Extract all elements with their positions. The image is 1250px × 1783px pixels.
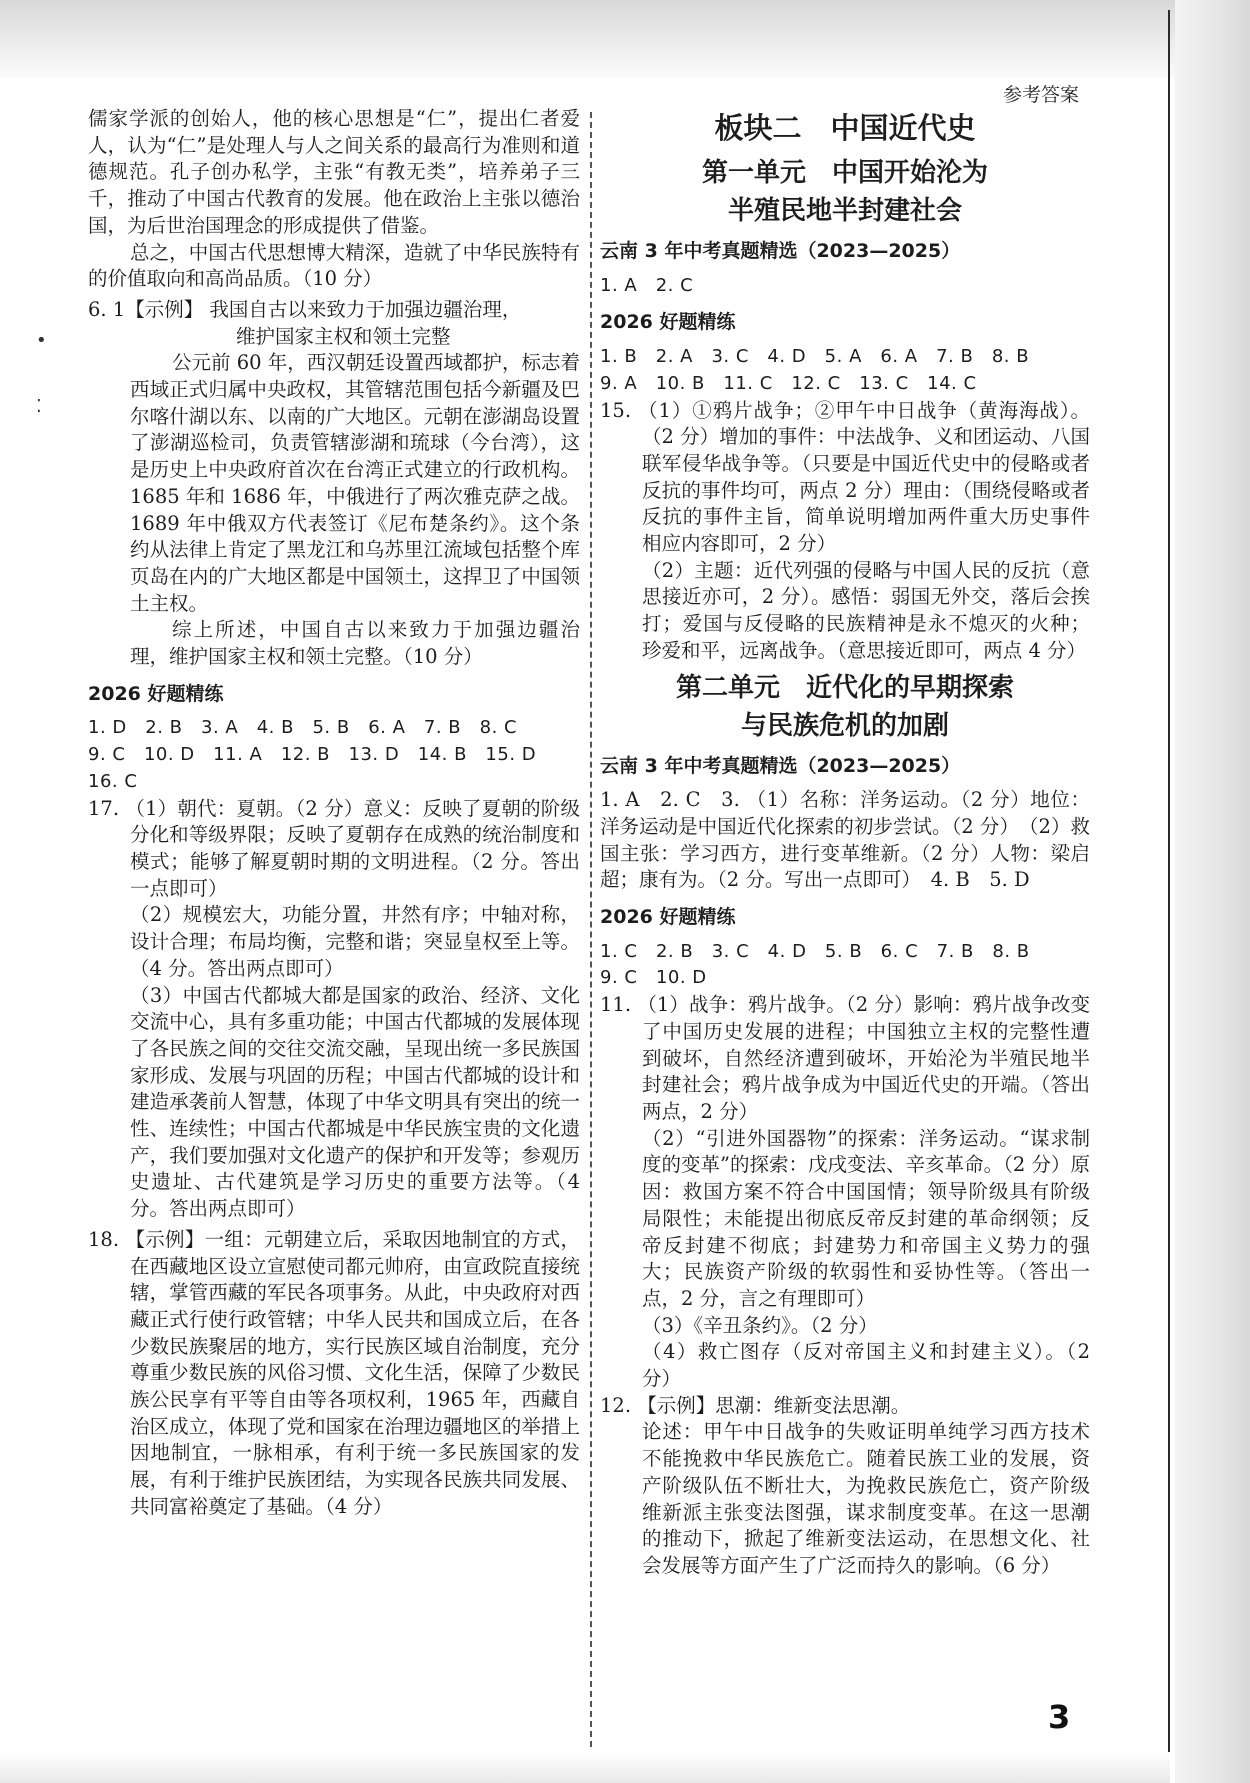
question-answer: 论述：甲午中日战争的失败证明单纯学习西方技术不能挽救中华民族危亡。随着民族工业的发展，资产阶级队伍不断壮大，为挽救民族危亡，资产阶级维新派主张变法图强，谋求制度变革。在这一思潮的推动下，掀起了维新变法运动，在思想文化、社会发展等方面产生了广泛而持久的影响。（6 分） bbox=[642, 1420, 1090, 1577]
question-answer: 1. A 2. C 3. （1）名称：洋务运动。（2 分）地位：洋务运动是中国近代化探索的初步尝试。（2 分） （2）救国主张：学习西方，进行变革维新。（2 分）人物：梁启超；康有为。（2 分。写出一点即可） 4. B 5. D bbox=[600, 788, 1090, 892]
answer-row: 16. C bbox=[88, 770, 138, 792]
question-answer: （4）救亡图存（反对帝国主义和封建主义）。（2 分） bbox=[642, 1340, 1090, 1391]
section-title: 云南 3 年中考真题精选（2023—2025） bbox=[600, 240, 961, 262]
question-answer: （3）中国古代都城大都是国家的政治、经济、文化交流中心，具有多重功能；中国古代都城的发展体现了各民族之间的交往交流交融，呈现出统一多民族国家形成、发展与巩固的历程；中国古代都城的设计和建造承袭前人智慧，体现了中华文明具有突出的统一性、连续性；中国古代都城是中华民族宝贵的文化遗产，我们要加强对文化遗产的保护和开发等；参观历史遗址、古代建筑是学习历史的重要方法等。（4 分。答出两点即可） bbox=[130, 983, 580, 1221]
answer-row: 1. C 2. B 3. C 4. D 5. B 6. C 7. B 8. B bbox=[600, 940, 1030, 962]
question-answer: 17. （1）朝代：夏朝。（2 分）意义：反映了夏朝的阶级分化和等级界限；反映了夏朝存在成熟的统治制度和模式；能够了解夏朝时期的文明进程。（2 分。答出一点即可） bbox=[88, 796, 580, 900]
question-answer: （2）“引进外国器物”的探索：洋务运动。“谋求制度的变革”的探索：戊戌变法、辛亥革命。（2 分）原因：救国方案不符合中国国情；领导阶级具有阶级局限性；未能提出彻底反帝反封建的革命纲领；反帝反封建不彻底；封建势力和帝国主义势力的强大；民族资产阶级的软弱性和妥协性等。（答出一点，2 分，言之有理即可） bbox=[642, 1126, 1090, 1310]
section-title: 2026 好题精练 bbox=[600, 906, 736, 929]
paragraph: 总之，中国古代思想博大精深，造就了中华民族特有的价值取向和高尚品质。（10 分） bbox=[88, 240, 580, 291]
answer-row: 1. A 2. C bbox=[600, 274, 694, 296]
paragraph: 公元前 60 年，西汉朝廷设置西域都护，标志着西域正式归属中央政权，其管辖范围包括今新疆及巴尔喀什湖以东、以南的广大地区。元朝在澎湖岛设置了澎湖巡检司，负责管辖澎湖和琉球（今台湾），这是历史上中央政府首次在台湾正式建立的行政机构。1685 年和 1686 年，中俄进行了两次雅克萨之战。1689 年中俄双方代表签订《尼布楚条约》。这个条约从法律上肯定了黑龙江和乌苏里江流域包括整个库页岛在内的广大地区都是中国领土，这捍卫了中国领土主权。 bbox=[130, 351, 580, 615]
page-top-scan-shading bbox=[0, 0, 1250, 78]
question-answer: （2）主题：近代列强的侵略与中国人民的反抗（意思接近亦可，2 分）。感悟：弱国无外交，落后会挨打；爱国与反侵略的民族精神是永不熄灭的火种；珍爱和平，远离战争。（意思接近即可，两点 4 分） bbox=[642, 558, 1090, 662]
question-answer: 18. 【示例】一组：元朝建立后，采取因地制宜的方式，在西藏地区设立宣慰使司都元帅府，由宣政院直接统辖，掌管西藏的军民各项事务。从此，中央政府对西藏正式行使行政管辖；中华人民共和国成立后，在各少数民族聚居的地方，实行民族区域自治制度，充分尊重少数民族的风俗习惯、文化生活，保障了少数民族公民享有平等自由等各项权利，1965 年，西藏自治区成立，体现了党和国家在治理边疆地区的举措上因地制宜，一脉相承，有利于统一多民族国家的发展，有利于维护民族团结，为实现各民族共同发展、共同富裕奠定了基础。（4 分） bbox=[88, 1227, 580, 1518]
question-answer: 11. （1）战争：鸦片战争。（2 分）影响：鸦片战争改变了中国历史发展的进程；中国独立主权的完整性遭到破坏，自然经济遭到破坏，开始沦为半殖民地半封建社会；鸦片战争成为中国近代史的开端。（答出两点，2 分） bbox=[600, 993, 1090, 1123]
page-bottom-scan-shading bbox=[0, 1752, 1170, 1783]
margin-dot-mark: ⁚ bbox=[36, 396, 42, 417]
running-header: 参考答案 bbox=[1003, 84, 1080, 106]
answer-row: 1. B 2. A 3. C 4. D 5. A 6. A 7. B 8. B bbox=[600, 346, 1030, 368]
answer-row: 1. D 2. B 3. A 4. B 5. B 6. A 7. B 8. C bbox=[88, 717, 518, 739]
answer-row: 9. C 10. D 11. A 12. B 13. D 14. B 15. D bbox=[88, 744, 537, 766]
question-answer: （2）规模宏大，功能分置，井然有序；中轴对称，设计合理；布局均衡，完整和谐；突显皇权至上等。（4 分。答出两点即可） bbox=[130, 903, 580, 980]
answer-row: 9. C 10. D bbox=[600, 967, 707, 989]
paragraph: 综上所述，中国自古以来致力于加强边疆治理，维护国家主权和领土完整。（10 分） bbox=[130, 618, 580, 669]
page-right-scan-shading bbox=[1175, 0, 1250, 1783]
right-column bbox=[600, 106, 1090, 1580]
answer-row: 9. A 10. B 11. C 12. C 13. C 14. C bbox=[600, 372, 977, 394]
page-edge-line bbox=[1168, 10, 1170, 1780]
question-answer: （3）《辛丑条约》。（2 分） bbox=[642, 1313, 878, 1337]
unit-title: 第二单元 近代化的早期探索 bbox=[675, 672, 1014, 703]
question-answer: 15. （1）①鸦片战争；②甲午中日战争（黄海海战）。（2 分）增加的事件：中法战争、义和团运动、八国联军侵华战争等。（只要是中国近代史中的侵略或者反抗的事件均可，两点 2 分）理由：（围绕侵略或者反抗的事件主旨，简单说明增加两件重大历史事件相应内容即可，2 分） bbox=[600, 398, 1090, 556]
section-title: 2026 好题精练 bbox=[88, 682, 224, 705]
paragraph: 儒家学派的创始人，他的核心思想是“仁”，提出仁者爱人，认为“仁”是处理人与人之间关系的最高行为准则和道德规范。孔子创办私学，主张“有教无类”，培养弟子三千，推动了中国古代教育的发展。他在政治上主张以德治国，为后世治国理念的形成提供了借鉴。 bbox=[88, 107, 580, 237]
question-title: 维护国家主权和领土完整 bbox=[236, 324, 451, 348]
unit-title: 第一单元 中国开始沦为 bbox=[701, 158, 988, 188]
question-title: 12. 【示例】思潮：维新变法思潮。 bbox=[600, 1393, 911, 1417]
left-column bbox=[88, 106, 580, 1521]
page-number: 3 bbox=[1048, 1698, 1071, 1736]
margin-dot-mark: • bbox=[36, 330, 47, 351]
block-title: 板块二 中国近代史 bbox=[714, 111, 976, 145]
column-divider bbox=[590, 112, 592, 1747]
unit-title: 与民族危机的加剧 bbox=[740, 710, 949, 741]
unit-title: 半殖民地半封建社会 bbox=[727, 196, 962, 226]
section-title: 云南 3 年中考真题精选（2023—2025） bbox=[600, 754, 961, 777]
question-title: 6. 1【示例】 我国自古以来致力于加强边疆治理， bbox=[88, 297, 522, 321]
section-title: 2026 好题精练 bbox=[600, 311, 736, 334]
